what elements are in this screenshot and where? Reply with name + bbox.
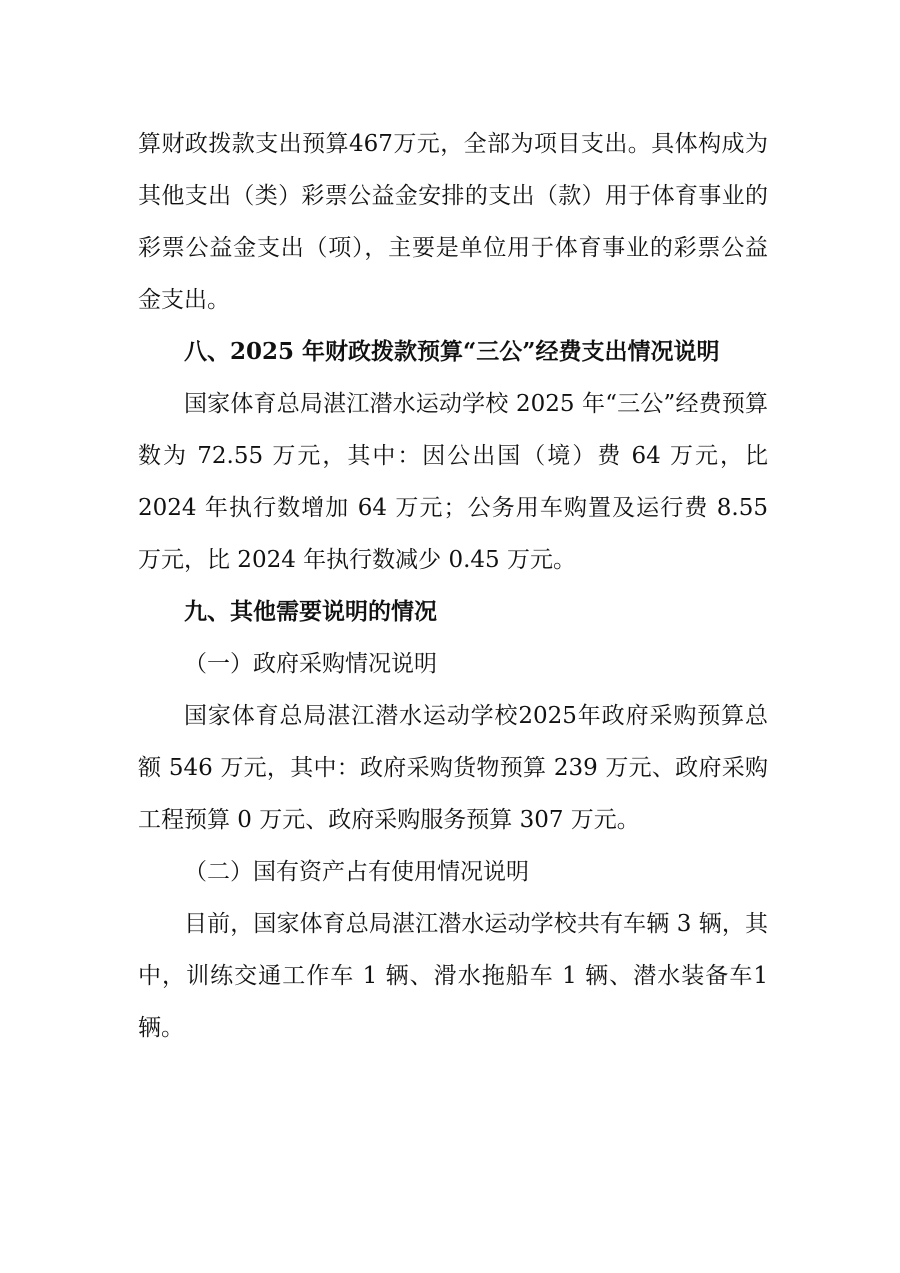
section-8-heading: 八、2025 年财政拨款预算“三公”经费支出情况说明	[184, 338, 720, 365]
subsection-1-heading: （一）政府采购情况说明	[184, 651, 437, 677]
section-9-heading: 九、其他需要说明的情况	[184, 598, 437, 625]
section-8-body: 国家体育总局湛江潜水运动学校 2025 年“三公”经费预算数为 72.55 万元，其中：因公出国（境）费 64 万元，比 2024 年执行数增加 64 万元；公务用车购置及运行费 8.55 万元，比 2024 年执行数减少 0.45 万元。	[138, 391, 768, 573]
subsection-2-body: 目前，国家体育总局湛江潜水运动学校共有车辆 3 辆，其中，训练交通工作车 1 辆、滑水拖船车 1 辆、潜水装备车1 辆。	[138, 911, 768, 1041]
document-body	[138, 118, 768, 1054]
subsection-2-heading: （二）国有资产占有使用情况说明	[184, 859, 529, 885]
subsection-1-body: 国家体育总局湛江潜水运动学校2025年政府采购预算总额 546 万元，其中：政府采购货物预算 239 万元、政府采购工程预算 0 万元、政府采购服务预算 307 万元。	[138, 703, 768, 833]
paragraph-budget-continuation: 算财政拨款支出预算467万元，全部为项目支出。具体构成为其他支出（类）彩票公益金安排的支出（款）用于体育事业的彩票公益金支出（项），主要是单位用于体育事业的彩票公益金支出。	[138, 131, 768, 313]
